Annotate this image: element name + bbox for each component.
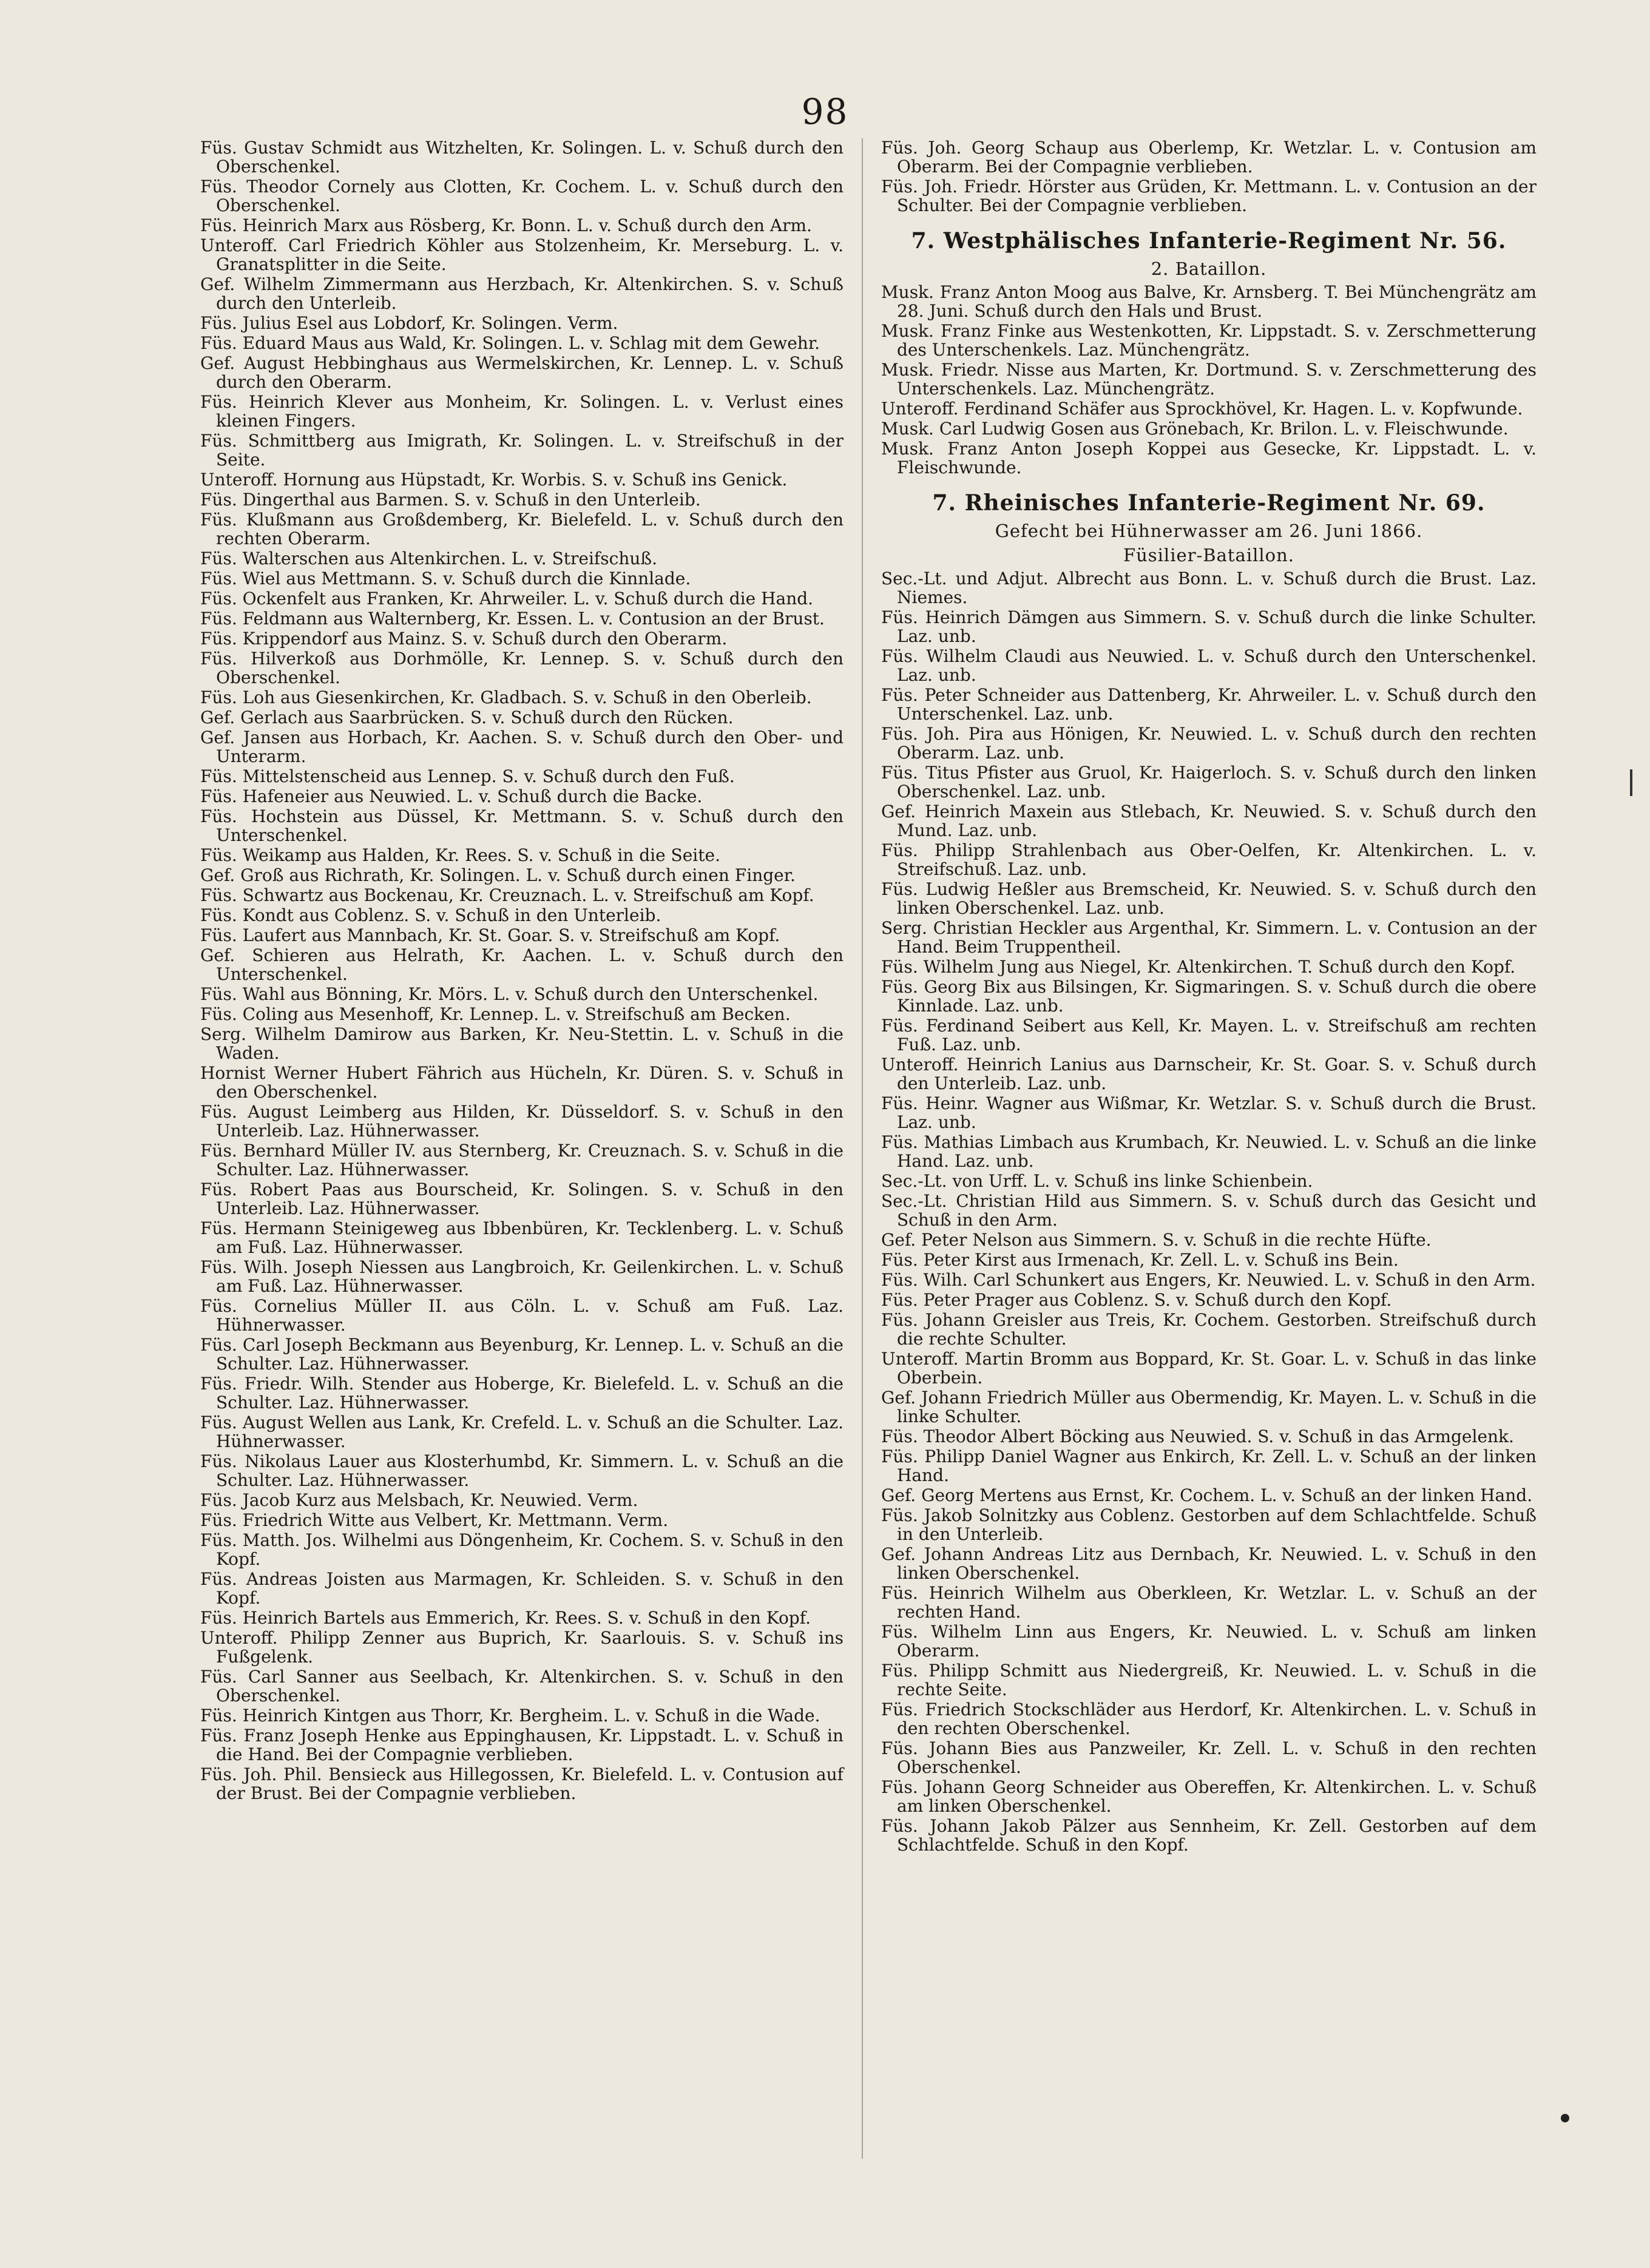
casualty-entry: Füs. Johann Greisler aus Treis, Kr. Cochem. Gestorben. Streifschuß durch die rechte Schulter. xyxy=(881,1310,1537,1349)
casualty-entry: Füs. Mittelstenscheid aus Lennep. S. v. Schuß durch den Fuß. xyxy=(200,766,735,786)
casualty-entry: Gef. August Hebbinghaus aus Wermelskirchen, Kr. Lennep. L. v. Schuß durch den Oberarm. xyxy=(200,353,844,392)
casualty-entry: Füs. Krippendorf aus Mainz. S. v. Schuß durch den Oberarm. xyxy=(200,629,728,649)
casualty-entry: Füs. Nikolaus Lauer aus Klosterhumbd, Kr. Simmern. L. v. Schuß an die Schulter. Laz. Hühnerwasser. xyxy=(200,1451,844,1490)
casualty-entry: Füs. Andreas Joisten aus Marmagen, Kr. Schleiden. S. v. Schuß in den Kopf. xyxy=(200,1569,844,1608)
casualty-entry: Füs. Eduard Maus aus Wald, Kr. Solingen. L. v. Schlag mit dem Gewehr. xyxy=(200,333,820,353)
casualty-entry: Füs. Weikamp aus Halden, Kr. Rees. S. v. Schuß in die Seite. xyxy=(200,845,720,865)
casualty-entry: Füs. Franz Joseph Henke aus Eppinghausen, Kr. Lippstadt. L. v. Schuß in die Hand. Bei der Compagnie verblieben. xyxy=(200,1726,844,1764)
casualty-entry: Sec.-Lt. Christian Hild aus Simmern. S. v. Schuß durch das Gesicht und Schuß in den Arm. xyxy=(881,1191,1537,1230)
casualty-entry: Füs. Mathias Limbach aus Krumbach, Kr. Neuwied. L. v. Schuß an die linke Hand. Laz. unb. xyxy=(881,1132,1537,1171)
casualty-entry: Füs. Jacob Kurz aus Melsbach, Kr. Neuwied. Verm. xyxy=(200,1490,638,1510)
casualty-entry: Füs. Julius Esel aus Lobdorf, Kr. Solingen. Verm. xyxy=(200,313,618,333)
casualty-entry: Füs. Cornelius Müller II. aus Cöln. L. v. Schuß am Fuß. Laz. Hühnerwasser. xyxy=(200,1296,844,1335)
casualty-entry: Füs. Philipp Schmitt aus Niedergreiß, Kr. Neuwied. L. v. Schuß in die rechte Seite. xyxy=(881,1661,1537,1699)
casualty-entry: Füs. Wahl aus Bönning, Kr. Mörs. L. v. Schuß durch den Unterschenkel. xyxy=(200,984,819,1004)
casualty-entry: Füs. Hafeneier aus Neuwied. L. v. Schuß durch die Backe. xyxy=(200,786,703,806)
casualty-entry: Füs. Wilh. Joseph Niessen aus Langbroich, Kr. Geilenkirchen. L. v. Schuß am Fuß. Laz. Hühnerwasser. xyxy=(200,1257,844,1296)
left-column xyxy=(200,138,844,1804)
casualty-entry: Füs. Hermann Steinigeweg aus Ibbenbüren, Kr. Tecklenberg. L. v. Schuß am Fuß. Laz. Hühnerwasser. xyxy=(200,1218,844,1257)
casualty-entry: Füs. August Leimberg aus Hilden, Kr. Düsseldorf. S. v. Schuß in den Unterleib. Laz. Hühnerwasser. xyxy=(200,1102,844,1141)
casualty-entry: Füs. Ockenfelt aus Franken, Kr. Ahrweiler. L. v. Schuß durch die Hand. xyxy=(200,589,814,609)
casualty-entry: Füs. Philipp Strahlenbach aus Ober-Oelfen, Kr. Altenkirchen. L. v. Streifschuß. Laz. unb. xyxy=(881,840,1537,879)
casualty-entry: Füs. Joh. Georg Schaup aus Oberlemp, Kr. Wetzlar. L. v. Contusion am Oberarm. Bei der Compagnie verblieben. xyxy=(881,138,1537,177)
casualty-entry: Füs. Heinrich Bartels aus Emmerich, Kr. Rees. S. v. Schuß in den Kopf. xyxy=(200,1608,811,1628)
casualty-entry: Gef. Schieren aus Helrath, Kr. Aachen. L. v. Schuß durch den Unterschenkel. xyxy=(200,945,844,984)
casualty-entry: Füs. Ludwig Heßler aus Bremscheid, Kr. Neuwied. S. v. Schuß durch den linken Oberschenkel. Laz. unb. xyxy=(881,879,1537,918)
casualty-entry: Füs. Coling aus Mesenhoff, Kr. Lennep. L. v. Streifschuß am Becken. xyxy=(200,1004,791,1024)
casualty-entry: Füs. Theodor Albert Böcking aus Neuwied. S. v. Schuß in das Armgelenk. xyxy=(881,1426,1514,1446)
casualty-entry: Füs. Heinrich Kintgen aus Thorr, Kr. Bergheim. L. v. Schuß in die Wade. xyxy=(200,1706,820,1726)
casualty-entry: Füs. Peter Kirst aus Irmenach, Kr. Zell. L. v. Schuß ins Bein. xyxy=(881,1250,1399,1270)
casualty-entry: Füs. Schwartz aus Bockenau, Kr. Creuznach. L. v. Streifschuß am Kopf. xyxy=(200,885,814,905)
casualty-entry: Gef. Johann Andreas Litz aus Dernbach, Kr. Neuwied. L. v. Schuß in den linken Oberschenkel. xyxy=(881,1544,1537,1583)
casualty-entry: Füs. Friedrich Witte aus Velbert, Kr. Mettmann. Verm. xyxy=(200,1510,669,1530)
battalion-heading-69: Füsilier-Bataillon. xyxy=(1123,545,1295,565)
casualty-entry: Sec.-Lt. und Adjut. Albrecht aus Bonn. L. v. Schuß durch die Brust. Laz. Niemes. xyxy=(881,569,1537,607)
casualty-entry: Unteroff. Hornung aus Hüpstadt, Kr. Worbis. S. v. Schuß ins Genick. xyxy=(200,470,788,490)
casualty-entry: Füs. Wilhelm Jung aus Niegel, Kr. Altenkirchen. T. Schuß durch den Kopf. xyxy=(881,957,1516,977)
right-column xyxy=(881,138,1537,1855)
casualty-entry: Gef. Wilhelm Zimmermann aus Herzbach, Kr. Altenkirchen. S. v. Schuß durch den Unterleib. xyxy=(200,274,844,313)
regiment-56-entries xyxy=(881,283,1537,477)
regiment-69-entries xyxy=(881,569,1537,1854)
casualty-entry: Füs. Peter Schneider aus Dattenberg, Kr. Ahrweiler. L. v. Schuß durch den Unterschenkel. Laz. unb. xyxy=(881,685,1537,724)
casualty-entry: Füs. Feldmann aus Walternberg, Kr. Essen. L. v. Contusion an der Brust. xyxy=(200,609,825,629)
casualty-entry: Füs. Philipp Daniel Wagner aus Enkirch, Kr. Zell. L. v. Schuß an der linken Hand. xyxy=(881,1446,1537,1485)
casualty-entry: Füs. Heinrich Klever aus Monheim, Kr. Solingen. L. v. Verlust eines kleinen Fingers. xyxy=(200,392,844,431)
casualty-entry: Füs. Peter Prager aus Coblenz. S. v. Schuß durch den Kopf. xyxy=(881,1290,1392,1310)
casualty-entry: Füs. Ferdinand Seibert aus Kell, Kr. Mayen. L. v. Streifschuß am rechten Fuß. Laz. unb. xyxy=(881,1016,1537,1055)
casualty-entry: Füs. Joh. Phil. Bensieck aus Hillegossen, Kr. Bielefeld. L. v. Contusion auf der Brust. Bei der Compagnie verblieben. xyxy=(200,1764,844,1803)
casualty-entry: Gef. Johann Friedrich Müller aus Obermendig, Kr. Mayen. L. v. Schuß in die linke Schulter. xyxy=(881,1388,1537,1426)
casualty-entry: Gef. Georg Mertens aus Ernst, Kr. Cochem. L. v. Schuß an der linken Hand. xyxy=(881,1485,1533,1505)
casualty-entry: Füs. Matth. Jos. Wilhelmi aus Döngenheim, Kr. Cochem. S. v. Schuß in den Kopf. xyxy=(200,1530,844,1569)
casualty-entry: Füs. Walterschen aus Altenkirchen. L. v. Streifschuß. xyxy=(200,548,657,569)
casualty-entry: Füs. Laufert aus Mannbach, Kr. St. Goar. S. v. Streifschuß am Kopf. xyxy=(200,925,780,945)
casualty-entry: Füs. Joh. Pira aus Hönigen, Kr. Neuwied. L. v. Schuß durch den rechten Oberarm. Laz. unb. xyxy=(881,724,1537,763)
regiment-heading-56: 7. Westphälisches Infanterie-Regiment Nr. 56. xyxy=(911,228,1507,254)
casualty-entry: Gef. Groß aus Richrath, Kr. Solingen. L. v. Schuß durch einen Finger. xyxy=(200,865,796,885)
casualty-entry: Füs. Johann Jakob Pälzer aus Sennheim, Kr. Zell. Gestorben auf dem Schlachtfelde. Schuß in den Kopf. xyxy=(881,1816,1537,1855)
casualty-entry: Füs. Johann Georg Schneider aus Obereffen, Kr. Altenkirchen. L. v. Schuß am linken Oberschenkel. xyxy=(881,1777,1537,1816)
casualty-entry: Füs. Joh. Friedr. Hörster aus Grüden, Kr. Mettmann. L. v. Contusion an der Schulter. Bei der Compagnie verblieben. xyxy=(881,177,1537,215)
casualty-entry: Füs. Wiel aus Mettmann. S. v. Schuß durch die Kinnlade. xyxy=(200,569,691,589)
casualty-entry: Füs. Schmittberg aus Imigrath, Kr. Solingen. L. v. Streifschuß in der Seite. xyxy=(200,431,844,470)
casualty-entry: Musk. Friedr. Nisse aus Marten, Kr. Dortmund. S. v. Zerschmetterung des Unterschenkels. Laz. Münchengrätz. xyxy=(881,360,1537,399)
casualty-entry: Füs. Heinrich Dämgen aus Simmern. S. v. Schuß durch die linke Schulter. Laz. unb. xyxy=(881,607,1537,646)
casualty-entry: Musk. Franz Finke aus Westenkotten, Kr. Lippstadt. S. v. Zerschmetterung des Unterschenkels. Laz. Münchengrätz. xyxy=(881,321,1537,360)
casualty-entry: Serg. Christian Heckler aus Argenthal, Kr. Simmern. L. v. Contusion an der Hand. Beim Truppentheil. xyxy=(881,918,1537,957)
casualty-entry: Füs. Robert Paas aus Bourscheid, Kr. Solingen. S. v. Schuß in den Unterleib. Laz. Hühnerwasser. xyxy=(200,1180,844,1218)
casualty-entry: Unteroff. Martin Bromm aus Boppard, Kr. St. Goar. L. v. Schuß in das linke Oberbein. xyxy=(881,1349,1537,1388)
casualty-entry: Gef. Jansen aus Horbach, Kr. Aachen. S. v. Schuß durch den Ober- und Unterarm. xyxy=(200,727,844,766)
casualty-entry: Füs. Bernhard Müller IV. aus Sternberg, Kr. Creuznach. S. v. Schuß in die Schulter. Laz. Hühnerwasser. xyxy=(200,1141,844,1180)
casualty-entry: Musk. Franz Anton Joseph Koppei aus Gesecke, Kr. Lippstadt. L. v. Fleischwunde. xyxy=(881,439,1537,478)
casualty-entry: Füs. Heinr. Wagner aus Wißmar, Kr. Wetzlar. S. v. Schuß durch die Brust. Laz. unb. xyxy=(881,1093,1537,1132)
casualty-entry: Füs. Dingerthal aus Barmen. S. v. Schuß in den Unterleib. xyxy=(200,490,701,510)
casualty-entry: Füs. Carl Joseph Beckmann aus Beyenburg, Kr. Lennep. L. v. Schuß an die Schulter. Laz. Hühnerwasser. xyxy=(200,1335,844,1374)
casualty-entry: Sec.-Lt. von Urff. L. v. Schuß ins linke Schienbein. xyxy=(881,1171,1313,1191)
casualty-entry: Füs. Friedrich Stockschläder aus Herdorf, Kr. Altenkirchen. L. v. Schuß in den rechten Oberschenkel. xyxy=(881,1699,1537,1738)
casualty-entry: Hornist Werner Hubert Fährich aus Hücheln, Kr. Düren. S. v. Schuß in den Oberschenkel. xyxy=(200,1063,844,1102)
casualty-entry: Füs. Wilh. Carl Schunkert aus Engers, Kr. Neuwied. L. v. Schuß in den Arm. xyxy=(881,1270,1536,1290)
casualty-entry: Füs. Johann Bies aus Panzweiler, Kr. Zell. L. v. Schuß in den rechten Oberschenkel. xyxy=(881,1738,1537,1777)
casualty-entry: Musk. Franz Anton Moog aus Balve, Kr. Arnsberg. T. Bei Münchengrätz am 28. Juni. Schuß durch den Hals und Brust. xyxy=(881,282,1537,321)
casualty-entry: Füs. Klußmann aus Großdemberg, Kr. Bielefeld. L. v. Schuß durch den rechten Oberarm. xyxy=(200,510,844,548)
battalion-heading-56: 2. Bataillon. xyxy=(1151,258,1267,279)
casualty-entry: Gef. Heinrich Maxein aus Stlebach, Kr. Neuwied. S. v. Schuß durch den Mund. Laz. unb. xyxy=(881,802,1537,840)
casualty-entry: Füs. Georg Bix aus Bilsingen, Kr. Sigmaringen. S. v. Schuß durch die obere Kinnlade. Laz. unb. xyxy=(881,977,1537,1016)
casualty-entry: Füs. Hochstein aus Düssel, Kr. Mettmann. S. v. Schuß durch den Unterschenkel. xyxy=(200,806,844,845)
column-divider xyxy=(862,138,863,2159)
casualty-entry: Füs. Carl Sanner aus Seelbach, Kr. Altenkirchen. S. v. Schuß in den Oberschenkel. xyxy=(200,1667,844,1706)
casualty-entry: Unteroff. Ferdinand Schäfer aus Sprockhövel, Kr. Hagen. L. v. Kopfwunde. xyxy=(881,399,1523,419)
casualty-entry: Füs. Hilverkoß aus Dorhmölle, Kr. Lennep. S. v. Schuß durch den Oberschenkel. xyxy=(200,649,844,687)
casualty-entry: Füs. Jakob Solnitzky aus Coblenz. Gestorben auf dem Schlachtfelde. Schuß in den Unterleib. xyxy=(881,1505,1537,1544)
casualty-entry: Musk. Carl Ludwig Gosen aus Grönebach, Kr. Brilon. L. v. Fleischwunde. xyxy=(881,419,1509,439)
casualty-entry: Unteroff. Heinrich Lanius aus Darnscheir, Kr. St. Goar. S. v. Schuß durch den Unterleib. Laz. unb. xyxy=(881,1055,1537,1093)
casualty-entry: Füs. August Wellen aus Lank, Kr. Crefeld. L. v. Schuß an die Schulter. Laz. Hühnerwasser. xyxy=(200,1412,844,1451)
casualty-entry: Füs. Friedr. Wilh. Stender aus Hoberge, Kr. Bielefeld. L. v. Schuß an die Schulter. Laz. Hühnerwasser. xyxy=(200,1374,844,1412)
casualty-entry: Füs. Loh aus Giesenkirchen, Kr. Gladbach. S. v. Schuß in den Oberleib. xyxy=(200,687,812,707)
casualty-entry: Unteroff. Philipp Zenner aus Buprich, Kr. Saarlouis. S. v. Schuß ins Fußgelenk. xyxy=(200,1628,844,1667)
page-number: 98 xyxy=(801,91,849,132)
casualty-entry: Füs. Theodor Cornely aus Clotten, Kr. Cochem. L. v. Schuß durch den Oberschenkel. xyxy=(200,177,844,215)
casualty-entry: Füs. Heinrich Wilhelm aus Oberkleen, Kr. Wetzlar. L. v. Schuß an der rechten Hand. xyxy=(881,1583,1537,1622)
regiment-heading-69: 7. Rheinisches Infanterie-Regiment Nr. 69. xyxy=(932,490,1486,516)
casualty-entry: Füs. Heinrich Marx aus Rösberg, Kr. Bonn. L. v. Schuß durch den Arm. xyxy=(200,215,812,235)
right-top-entries xyxy=(881,138,1537,215)
casualty-entry: Füs. Titus Pfister aus Gruol, Kr. Haigerloch. S. v. Schuß durch den linken Oberschenkel. Laz. unb. xyxy=(881,763,1537,802)
casualty-entry: Gef. Peter Nelson aus Simmern. S. v. Schuß in die rechte Hüfte. xyxy=(881,1230,1432,1250)
casualty-entry: Füs. Wilhelm Linn aus Engers, Kr. Neuwied. L. v. Schuß am linken Oberarm. xyxy=(881,1622,1537,1661)
casualty-entry: Unteroff. Carl Friedrich Köhler aus Stolzenheim, Kr. Merseburg. L. v. Granatsplitter in die Seite. xyxy=(200,235,844,274)
casualty-entry: Füs. Gustav Schmidt aus Witzhelten, Kr. Solingen. L. v. Schuß durch den Oberschenkel. xyxy=(200,138,844,177)
casualty-entry: Gef. Gerlach aus Saarbrücken. S. v. Schuß durch den Rücken. xyxy=(200,707,734,727)
casualty-entry: Serg. Wilhelm Damirow aus Barken, Kr. Neu-Stettin. L. v. Schuß in die Waden. xyxy=(200,1024,844,1063)
casualty-entry: Füs. Wilhelm Claudi aus Neuwied. L. v. Schuß durch den Unterschenkel. Laz. unb. xyxy=(881,646,1537,685)
casualty-entry: Füs. Kondt aus Coblenz. S. v. Schuß in den Unterleib. xyxy=(200,905,661,925)
ink-dot xyxy=(1561,2114,1569,2122)
battle-subheading: Gefecht bei Hühnerwasser am 26. Juni 1866. xyxy=(995,521,1423,541)
margin-mark xyxy=(1630,769,1632,796)
